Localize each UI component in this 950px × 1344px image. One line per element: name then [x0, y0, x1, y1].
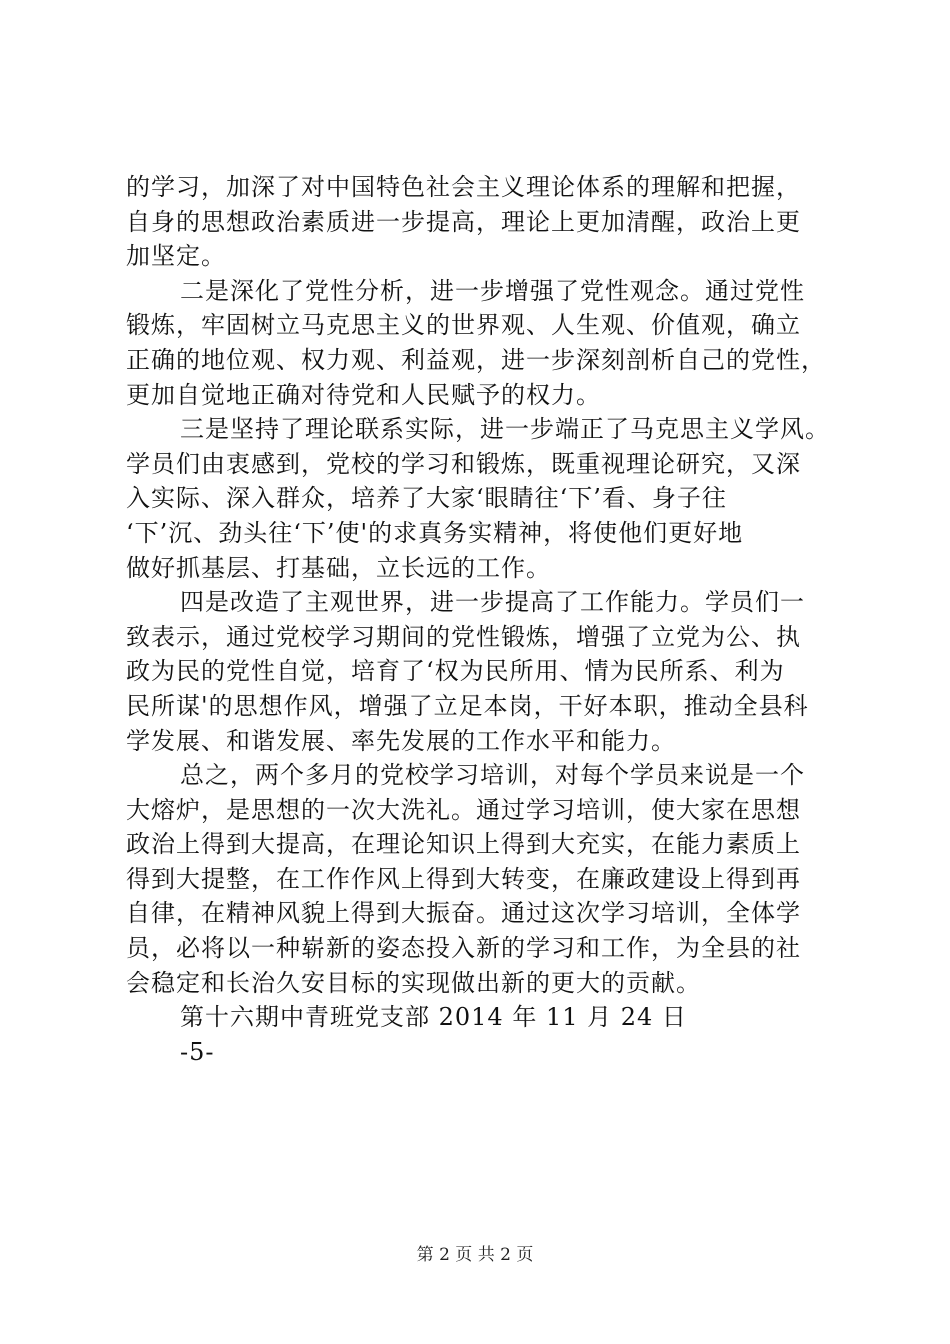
paragraph-2-start: 二是深化了党性分析，进一步增强了党性观念。通过党性	[180, 276, 805, 305]
paragraph-4-start: 四是改造了主观世界，进一步提高了工作能力。学员们一	[180, 588, 805, 617]
text-line: 加坚定。	[126, 242, 226, 271]
text-line: 学发展、和谐发展、率先发展的工作水平和能力。	[126, 726, 676, 755]
paragraph-5-start: 总之，两个多月的党校学习培训，对每个学员来说是一个	[180, 761, 805, 790]
text-line: 自身的思想政治素质进一步提高，理论上更加清醒，政治上更	[126, 207, 801, 236]
text-line: 民所谋'的思想作风，增强了立足本岗，干好本职，推动全县科	[126, 691, 809, 720]
text-line: 更加自觉地正确对待党和人民赋予的权力。	[126, 380, 601, 409]
paragraph-3-start: 三是坚持了理论联系实际，进一步端正了马克思主义学风。	[180, 415, 830, 444]
text-line: 政治上得到大提高，在理论知识上得到大充实，在能力素质上	[126, 830, 801, 859]
text-line: 员，必将以一种崭新的姿态投入新的学习和工作，为全县的社	[126, 934, 801, 963]
text-line: 学员们由衷感到，党校的学习和锻炼，既重视理论研究，又深	[126, 449, 801, 478]
text-line: 做好抓基层、打基础，立长远的工作。	[126, 553, 551, 582]
text-line: 自律，在精神风貌上得到大振奋。通过这次学习培训，全体学	[126, 899, 801, 928]
text-line: 政为民的党性自觉，培育了‘权为民所用、情为民所系、利为	[126, 657, 785, 686]
text-line: ‘下’沉、劲头往‘下’使'的求真务实精神，将使他们更好地	[126, 518, 744, 547]
signature-line: 第十六期中青班党支部 2014 年 11 月 24 日	[180, 1003, 687, 1032]
text-line: 得到大提整，在工作作风上得到大转变，在廉政建设上得到再	[126, 864, 801, 893]
text-line: 正确的地位观、权力观、利益观，进一步深刻剖析自己的党性，	[126, 345, 826, 374]
text-line: 会稳定和长治久安目标的实现做出新的更大的贡献。	[126, 968, 701, 997]
text-line: 致表示，通过党校学习期间的党性锻炼，增强了立党为公、执	[126, 622, 801, 651]
page-footer: 第 2 页 共 2 页	[416, 1245, 534, 1265]
text-line: 大熔炉，是思想的一次大洗礼。通过学习培训，使大家在思想	[126, 795, 801, 824]
text-line: 入实际、深入群众，培养了大家‘眼睛往‘下’看、身子往	[126, 484, 727, 513]
text-line: 的学习，加深了对中国特色社会主义理论体系的理解和把握，	[126, 173, 801, 201]
document-body	[126, 170, 846, 1069]
page-mark: -5-	[180, 1037, 215, 1066]
text-line: 锻炼，牢固树立马克思主义的世界观、人生观、价值观，确立	[126, 311, 801, 340]
